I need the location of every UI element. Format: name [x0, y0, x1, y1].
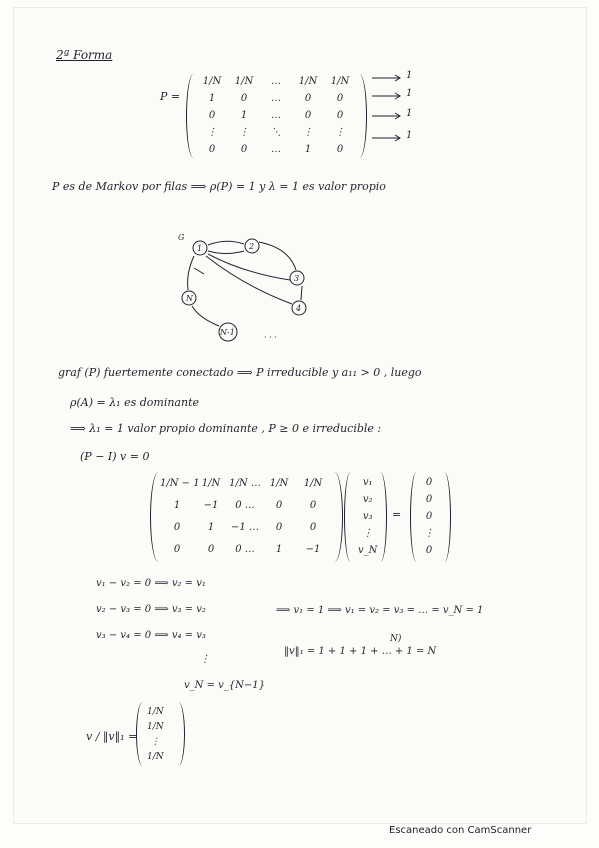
graph-node-3-label: 3	[294, 274, 300, 283]
matrix-pi-cell: 0	[309, 522, 317, 533]
matrix-p-cell: 0	[336, 93, 344, 104]
scanner-watermark: Escaneado con CamScanner	[389, 825, 532, 836]
zero-vector	[424, 474, 434, 559]
vector-v-left-paren	[344, 472, 357, 562]
row-sum-arrows	[366, 66, 426, 146]
equation-dots: ⋮	[200, 654, 210, 665]
matrix-p-cell: 1	[240, 110, 248, 121]
vector-v-item: v_N	[358, 545, 378, 556]
final-vector	[147, 705, 164, 765]
matrix-pi-cell: 1	[207, 522, 215, 533]
matrix-p-cell: 0	[240, 144, 248, 155]
final-vector-item: ⋮	[150, 737, 160, 747]
graph-start-label: G	[178, 233, 185, 242]
equation-3: v₃ − v₄ = 0 ⟹ v₄ = v₃	[96, 630, 206, 641]
equation-2: v₂ − v₃ = 0 ⟹ v₃ = v₂	[96, 604, 206, 615]
graph-node-2-label: 2	[249, 242, 255, 251]
matrix-p-cell: ⋮	[239, 127, 249, 138]
zero-item: 0	[425, 545, 433, 556]
graph-node-1-label: 1	[197, 244, 203, 253]
final-vector-item: 1/N	[147, 722, 164, 732]
matrix-pi-cell: −1 …	[231, 522, 259, 533]
graph-node-4-label: 4	[296, 304, 302, 313]
equation-last: v_N = v_{N−1}	[184, 680, 266, 691]
text-line-2: ρ(A) = λ₁ es dominante	[70, 396, 200, 409]
matrix-pi-cell: 0	[173, 544, 181, 555]
matrix-pi-cell: 0	[309, 500, 317, 511]
matrix-p-cell: 1/N	[298, 76, 318, 87]
matrix-p-cell: …	[271, 93, 281, 104]
matrix-p-cell: 0	[336, 144, 344, 155]
matrix-pi-cell: 1/N	[303, 478, 323, 489]
matrix-pi-cell: 1/N …	[229, 478, 261, 489]
matrix-p-cell: 0	[208, 110, 216, 121]
matrix-pi-cell: 0 …	[235, 500, 255, 511]
zero-item: 0	[425, 511, 433, 522]
matrix-p-cell: ⋮	[207, 127, 217, 138]
norm-count: N)	[390, 634, 402, 644]
zero-item: 0	[425, 494, 433, 505]
matrix-pi-cell: 0	[275, 500, 283, 511]
zero-item: ⋮	[424, 528, 434, 539]
vector-v-item: v₁	[362, 477, 373, 488]
matrix-pi-cell: 0	[207, 544, 215, 555]
vector-v-item: v₃	[362, 511, 373, 522]
matrix-pi-cell: −1	[305, 544, 321, 555]
vector-v-item: ⋮	[362, 528, 373, 539]
final-lhs: v / ‖v‖₁ =	[86, 730, 138, 743]
text-line-4: (P − I) v = 0	[80, 450, 150, 463]
result-line: ⟹ v₁ = 1 ⟹ v₁ = v₂ = v₃ = … = v_N = 1	[276, 605, 484, 616]
matrix-p-cell: …	[271, 144, 281, 155]
matrix-pi-cell: 1	[275, 544, 283, 555]
markov-statement: P es de Markov por filas ⟹ ρ(P) = 1 y λ = 1 es valor propio	[52, 180, 386, 193]
matrix-p-cell: ⋮	[335, 127, 345, 138]
final-right-paren	[172, 702, 185, 766]
row-sum-3: 1	[406, 108, 413, 119]
page-title: 2ª Forma	[56, 48, 113, 62]
text-line-3: ⟹ λ₁ = 1 valor propio dominante , P ≥ 0 e irreducible :	[70, 422, 382, 435]
text-line-1: graf (P) fuertemente conectado ⟹ P irreducible y a₁₁ > 0 , luego	[58, 366, 422, 379]
row-sum-2: 1	[406, 88, 413, 99]
matrix-p-cell: 0	[304, 93, 312, 104]
vector-v-item: v₂	[362, 494, 373, 505]
matrix-pi-cell: 0	[173, 522, 181, 533]
matrix-p-cell: 0	[208, 144, 216, 155]
matrix-pi-cell: 0	[275, 522, 283, 533]
zero-item: 0	[425, 477, 433, 488]
matrix-p-cell: 1	[208, 93, 216, 104]
matrix-p-label: P =	[160, 90, 181, 103]
matrix-pi-cell: 1	[173, 500, 181, 511]
equals-sign: =	[392, 508, 402, 521]
matrix-p-cell: 1/N	[234, 76, 254, 87]
zeros-left-paren	[410, 472, 423, 562]
matrix-pi-cell: 1/N	[269, 478, 289, 489]
norm-line: ‖v‖₁ = 1 + 1 + 1 + … + 1 = N	[284, 646, 437, 657]
graph-node-n-label: N	[186, 294, 193, 303]
graph-dots: · · ·	[264, 333, 277, 342]
graph-diagram	[164, 218, 344, 348]
paper-sheet	[14, 8, 586, 823]
matrix-p-cell: ⋱	[271, 127, 281, 138]
row-sum-4: 1	[406, 130, 413, 141]
matrix-p-cell: 1/N	[330, 76, 350, 87]
matrix-p-cell: 0	[304, 110, 312, 121]
zeros-right-paren	[438, 472, 451, 562]
matrix-pi-cell: 1/N	[201, 478, 221, 489]
vector-v	[358, 474, 377, 559]
equation-1: v₁ − v₂ = 0 ⟹ v₂ = v₁	[96, 578, 206, 589]
final-vector-item: 1/N	[147, 707, 164, 717]
matrix-p-cell: 1	[304, 144, 312, 155]
matrix-p-cell: …	[271, 110, 281, 121]
matrix-pi-cell: −1	[203, 500, 219, 511]
matrix-p-cell: 0	[240, 93, 248, 104]
matrix-p-cell: 1/N	[202, 76, 222, 87]
matrix-pi-cell: 0 …	[235, 544, 255, 555]
graph-node-n-minus-1-label: N-1	[220, 328, 235, 337]
final-vector-item: 1/N	[147, 752, 164, 762]
matrix-p-cell: ⋮	[303, 127, 313, 138]
row-sum-1: 1	[406, 70, 413, 81]
matrix-p-cell: 0	[336, 110, 344, 121]
matrix-p-cell: …	[271, 76, 281, 87]
matrix-pi-cell: 1/N − 1	[160, 478, 200, 489]
